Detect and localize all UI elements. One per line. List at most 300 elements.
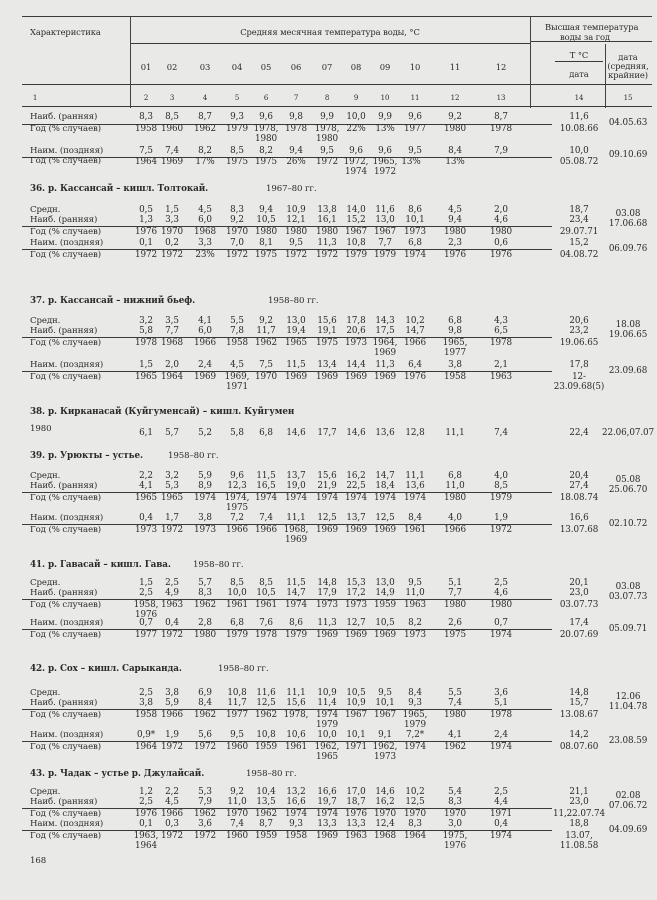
- value-cell: 1964: [404, 831, 426, 841]
- section-title: 37. р. Кассансай – нижний бьеф.: [30, 296, 196, 306]
- month-header-07: 07: [321, 62, 333, 72]
- value-cell: 1969: [316, 525, 338, 535]
- value-cell: 22,4: [569, 428, 589, 438]
- value-cell: 14,3: [375, 316, 395, 326]
- row-label: Наиб. (ранняя): [30, 326, 98, 336]
- date-cell: 12.06: [615, 692, 641, 702]
- value-cell: 1973: [316, 600, 338, 610]
- section-years: 1958–80 гг.: [268, 296, 319, 306]
- row-label: Средн.: [30, 316, 61, 326]
- date-cell: 12-: [572, 372, 586, 382]
- value-cell: 1967: [374, 710, 396, 720]
- date-cell: 19.06.65: [559, 338, 599, 348]
- value-cell: 7,5: [259, 360, 273, 370]
- value-cell: 18,8: [569, 819, 589, 829]
- value-cell: 3,8: [139, 698, 153, 708]
- row-label: Год (% случаев): [30, 630, 102, 640]
- row-label: Средн.: [30, 688, 61, 698]
- value-cell: 3,3: [198, 238, 212, 248]
- value-cell: 1972: [226, 250, 248, 260]
- value-cell: 4,1: [448, 730, 462, 740]
- value-cell: 10,5: [256, 215, 276, 225]
- value-cell: 14,6: [286, 428, 306, 438]
- value-cell: 10,0: [227, 588, 247, 598]
- value-cell: 16,5: [256, 481, 276, 491]
- value-cell: 9,5: [408, 578, 422, 588]
- value-cell: 1974: [285, 600, 307, 610]
- value-cell: 8,5: [230, 578, 244, 588]
- row-label: Год (% случаев): [30, 493, 102, 503]
- date-cell: 04.05.63: [608, 118, 648, 128]
- value-cell: 0,7: [494, 618, 508, 628]
- row-label: Наим. (поздняя): [30, 360, 104, 370]
- value-cell: 15,2: [346, 215, 366, 225]
- value-cell: 1974: [490, 742, 512, 752]
- row-label: Наим. (поздняя): [30, 618, 104, 628]
- column-number: 3: [169, 94, 175, 102]
- value-cell: 8,4: [408, 513, 422, 523]
- value-cell: 6,8: [259, 428, 273, 438]
- value-cell: 5,3: [198, 787, 212, 797]
- value-cell: 1968: [374, 831, 396, 841]
- value-cell: 11,3: [317, 238, 337, 248]
- value-cell: 7,4: [165, 146, 179, 156]
- value-cell: 8,7: [198, 112, 212, 122]
- value-cell: 1958: [135, 124, 157, 134]
- header-rule: [22, 84, 652, 85]
- text-cell: 13%: [445, 157, 465, 167]
- value-cell: 2,2: [139, 471, 153, 481]
- value-cell: 6,8: [230, 618, 244, 628]
- month-header-11: 11: [449, 62, 461, 72]
- value-cell: 1,5: [139, 360, 153, 370]
- value-cell: 1978: [135, 338, 157, 348]
- date-cell: 19.06.65: [608, 330, 648, 340]
- value-cell: 0,4: [165, 618, 179, 628]
- value-cell: 1,3: [139, 215, 153, 225]
- value-cell: 7,4: [230, 819, 244, 829]
- month-header-04: 04: [231, 62, 243, 72]
- row-label: Средн.: [30, 787, 61, 797]
- value-cell: 14,7: [375, 471, 395, 481]
- value-cell: 1958: [135, 710, 157, 720]
- value-cell: 7,7: [378, 238, 392, 248]
- value-cell: 1962: [255, 809, 277, 819]
- value-cell: 22,5: [346, 481, 366, 491]
- value-cell: 11,5: [286, 578, 306, 588]
- value-cell: 1962: [194, 710, 216, 720]
- value-cell: 4,0: [494, 471, 508, 481]
- value-cell: 8,7: [259, 819, 273, 829]
- value-cell: 1969: [345, 525, 367, 535]
- row-label: Наим. (поздняя): [30, 730, 104, 740]
- value-cell: 15,3: [346, 578, 366, 588]
- value-cell: 13,8: [317, 205, 337, 215]
- value-cell: 1973: [404, 630, 426, 640]
- value-cell: 11,5: [286, 360, 306, 370]
- value-cell: 8,5: [165, 112, 179, 122]
- value-cell: 21,9: [317, 481, 337, 491]
- date-cell: 11,22.07.74: [552, 809, 606, 819]
- value-cell: 1962: [194, 809, 216, 819]
- row-label: Год (% случаев): [30, 250, 102, 260]
- value-cell: 3,6: [494, 688, 508, 698]
- value-cell: 6,4: [408, 360, 422, 370]
- value-cell: 6,5: [494, 326, 508, 336]
- value-cell: 1968,: [283, 525, 309, 535]
- date-cell: 03.08: [615, 582, 641, 592]
- value-cell: 1973: [194, 525, 216, 535]
- value-cell: 19,4: [286, 326, 306, 336]
- value-cell: 0,2: [165, 238, 179, 248]
- section-years: 1967–80 гг.: [266, 184, 317, 194]
- value-cell: 9,9: [378, 112, 392, 122]
- value-cell: 3,5: [165, 316, 179, 326]
- value-cell: 23%: [195, 250, 215, 260]
- value-cell: 1980: [255, 227, 277, 237]
- value-cell: 1965: [135, 372, 157, 382]
- value-cell: 9,6: [349, 146, 363, 156]
- date-cell: 23.08.59: [608, 736, 648, 746]
- value-cell: 18,7: [569, 205, 589, 215]
- column-number: 14: [574, 94, 584, 102]
- header-rule: [530, 41, 652, 42]
- text-cell: 1969: [161, 157, 183, 167]
- value-cell: 14,4: [346, 360, 366, 370]
- value-cell: 16,6: [286, 797, 306, 807]
- text-cell: 1975: [226, 157, 248, 167]
- date-cell: 18.08.74: [559, 493, 599, 503]
- value-cell: 1970: [404, 809, 426, 819]
- row-label: Наиб. (ранняя): [30, 588, 98, 598]
- value-cell: 10,1: [405, 215, 425, 225]
- row-label: Наим. (поздняя): [30, 513, 104, 523]
- date-cell: 06.09.76: [608, 244, 648, 254]
- value-cell: 1966: [255, 525, 277, 535]
- value-cell: 1963: [490, 372, 512, 382]
- value-cell: 5,7: [198, 578, 212, 588]
- value-cell: 17,0: [346, 787, 366, 797]
- value-cell: 1960: [226, 831, 248, 841]
- row-label: Год (% случаев): [30, 525, 102, 535]
- value-cell: 10,5: [346, 688, 366, 698]
- date-cell: 10.08.66: [559, 124, 599, 134]
- value-cell: 2,0: [165, 360, 179, 370]
- value-cell: 1966: [404, 338, 426, 348]
- value-cell: 1972: [161, 742, 183, 752]
- column-number: 2: [143, 94, 149, 102]
- value-cell: 1971: [490, 809, 512, 819]
- value-cell: 20,4: [569, 471, 589, 481]
- value-cell: 1972: [316, 250, 338, 260]
- value-cell: 23,0: [569, 797, 589, 807]
- row-label: Наиб. (ранняя): [30, 698, 98, 708]
- value-cell: 8,1: [259, 238, 273, 248]
- month-header-05: 05: [260, 62, 272, 72]
- column-number: 4: [202, 94, 208, 102]
- value-cell: 10,5: [375, 618, 395, 628]
- value-cell: 1969: [374, 630, 396, 640]
- value-cell: 7,0: [230, 238, 244, 248]
- value-cell: 1978,: [283, 710, 309, 720]
- value-cell: 7,2*: [406, 730, 424, 740]
- value-cell: 8,3: [139, 112, 153, 122]
- header-mean-temperature: Средняя месячная температура воды, °С: [240, 27, 420, 37]
- value-cell: 1965,: [402, 710, 428, 720]
- section-title: 38. р. Кирканасай (Куйгуменсай) – кишл. Куйгумен: [30, 407, 295, 417]
- value-cell: 20,6: [569, 316, 589, 326]
- date-cell: 08.07.60: [559, 742, 599, 752]
- value-cell: 5,1: [448, 578, 462, 588]
- value-cell: 8,6: [289, 618, 303, 628]
- value-cell: 13,0: [375, 578, 395, 588]
- value-cell: 1969: [345, 630, 367, 640]
- value-cell: 1970: [255, 372, 277, 382]
- value-cell: 6,8: [448, 316, 462, 326]
- value-cell: 1979: [374, 250, 396, 260]
- value-cell: 0,7: [139, 618, 153, 628]
- value-cell: 1974: [404, 742, 426, 752]
- value-cell: 1962,: [372, 742, 398, 752]
- value-cell: 8,5: [494, 481, 508, 491]
- value-cell: 16,2: [346, 471, 366, 481]
- value-cell: 5,8: [139, 326, 153, 336]
- value-cell: 1958: [285, 831, 307, 841]
- value-cell: 2,5: [139, 688, 153, 698]
- row-label: Год (% случаев): [30, 124, 102, 134]
- value-cell: 1974,: [224, 493, 250, 503]
- value-cell: 1974: [404, 250, 426, 260]
- value-cell: 10,2: [405, 316, 425, 326]
- text-cell: 1980: [316, 134, 338, 144]
- value-cell: 8,4: [408, 688, 422, 698]
- value-cell: 1972: [194, 742, 216, 752]
- month-header-08: 08: [350, 62, 362, 72]
- value-cell: 27,4: [569, 481, 589, 491]
- value-cell: 1967: [345, 227, 367, 237]
- value-cell: 0,4: [139, 513, 153, 523]
- value-cell: 14,8: [569, 688, 589, 698]
- column-number: 12: [450, 94, 460, 102]
- value-cell: 13%: [375, 124, 395, 134]
- row-label: Средн.: [30, 578, 61, 588]
- value-cell: 23,4: [569, 215, 589, 225]
- column-number: 9: [353, 94, 359, 102]
- value-cell: 4,3: [494, 316, 508, 326]
- value-cell: 9,3: [230, 112, 244, 122]
- value-cell: 12,5: [405, 797, 425, 807]
- value-cell: 1965: [285, 338, 307, 348]
- date-cell: 03.07.73: [608, 592, 648, 602]
- value-cell: 6,9: [198, 688, 212, 698]
- column-number: 13: [496, 94, 506, 102]
- value-cell: 1973: [135, 525, 157, 535]
- value-cell: 1978: [490, 124, 512, 134]
- value-cell: 2,5: [494, 578, 508, 588]
- date-cell: 09.10.69: [608, 150, 648, 160]
- value-cell: 9,6: [259, 112, 273, 122]
- value-cell: 13,0: [286, 316, 306, 326]
- value-cell: 2,5: [165, 578, 179, 588]
- value-cell: 3,3: [165, 215, 179, 225]
- value-cell: 15,7: [569, 698, 589, 708]
- value-cell: 1978: [490, 338, 512, 348]
- value-cell: 10,8: [256, 730, 276, 740]
- value-cell: 11,5: [256, 471, 276, 481]
- value-cell: 2,1: [494, 360, 508, 370]
- value-cell: 9,3: [289, 819, 303, 829]
- value-cell: 2,0: [494, 205, 508, 215]
- month-header-02: 02: [166, 62, 178, 72]
- column-number: 7: [293, 94, 299, 102]
- value-cell: 1974: [345, 493, 367, 503]
- value-cell: 6,0: [198, 215, 212, 225]
- section-years: 1958–80 гг.: [193, 560, 244, 570]
- value-cell: 3,8: [165, 688, 179, 698]
- value-cell: 9,2: [259, 316, 273, 326]
- value-cell: 2,5: [139, 588, 153, 598]
- text-cell: 1969: [285, 535, 307, 545]
- value-cell: 10,0: [569, 146, 589, 156]
- value-cell: 1980: [444, 710, 466, 720]
- value-cell: 1974: [255, 493, 277, 503]
- value-cell: 5,2: [198, 428, 212, 438]
- value-cell: 1974: [490, 630, 512, 640]
- row-label: Год (% случаев): [30, 600, 102, 610]
- row-label: Наим. (поздняя): [30, 819, 104, 829]
- value-cell: 10,0: [317, 730, 337, 740]
- value-cell: 4,0: [448, 513, 462, 523]
- row-label: 1980: [30, 424, 52, 434]
- value-cell: 5,9: [165, 698, 179, 708]
- value-cell: 23,2: [569, 326, 589, 336]
- date-cell: 17.06.68: [608, 219, 648, 229]
- value-cell: 11,6: [375, 205, 395, 215]
- value-cell: 9,6: [378, 146, 392, 156]
- value-cell: 17,4: [569, 618, 589, 628]
- value-cell: 1972: [490, 525, 512, 535]
- value-cell: 1962: [444, 742, 466, 752]
- date-cell: 29.07.71: [559, 227, 599, 237]
- value-cell: 11,3: [375, 360, 395, 370]
- value-cell: 0,6: [494, 238, 508, 248]
- text-cell: 1964: [135, 157, 157, 167]
- value-cell: 1970: [161, 227, 183, 237]
- value-cell: 1975: [316, 338, 338, 348]
- value-cell: 1976: [404, 372, 426, 382]
- value-cell: 10,2: [405, 787, 425, 797]
- column-number: 10: [380, 94, 390, 102]
- value-cell: 19,0: [286, 481, 306, 491]
- value-cell: 8,3: [230, 205, 244, 215]
- value-cell: 13,3: [346, 819, 366, 829]
- row-label: Год (% случаев): [30, 227, 102, 237]
- value-cell: 5,9: [198, 471, 212, 481]
- value-cell: 1980: [285, 227, 307, 237]
- text-cell: 1976: [444, 841, 466, 851]
- value-cell: 7,4: [448, 698, 462, 708]
- value-cell: 1964,: [372, 338, 398, 348]
- value-cell: 1,9: [165, 730, 179, 740]
- header-max-temperature: Высшая температура: [545, 22, 639, 32]
- text-cell: 1964: [135, 841, 157, 851]
- value-cell: 1964: [135, 742, 157, 752]
- value-cell: 1961: [226, 600, 248, 610]
- value-cell: 5,5: [230, 316, 244, 326]
- month-header-06: 06: [290, 62, 302, 72]
- value-cell: 3,8: [198, 513, 212, 523]
- value-cell: 1958,: [133, 600, 159, 610]
- value-cell: 11,6: [569, 112, 589, 122]
- text-cell: 1973: [374, 752, 396, 762]
- value-cell: 1,7: [165, 513, 179, 523]
- value-cell: 8,2: [198, 146, 212, 156]
- value-cell: 1959: [255, 742, 277, 752]
- value-cell: 4,5: [448, 205, 462, 215]
- value-cell: 5,8: [230, 428, 244, 438]
- value-cell: 16,1: [317, 215, 337, 225]
- date-cell: 05.08.72: [559, 157, 599, 167]
- value-cell: 2,4: [494, 730, 508, 740]
- value-cell: 9,2: [230, 215, 244, 225]
- text-cell: 1980: [255, 134, 277, 144]
- value-cell: 0,1: [139, 819, 153, 829]
- value-cell: 4,5: [230, 360, 244, 370]
- value-cell: 13,3: [317, 819, 337, 829]
- value-cell: 7,8: [230, 326, 244, 336]
- value-cell: 18,7: [346, 797, 366, 807]
- value-cell: 15,6: [317, 471, 337, 481]
- value-cell: 11,1: [405, 471, 425, 481]
- value-cell: 9,5: [408, 146, 422, 156]
- value-cell: 21,1: [569, 787, 589, 797]
- value-cell: 10,8: [346, 238, 366, 248]
- value-cell: 1960: [161, 124, 183, 134]
- value-cell: 1968: [161, 338, 183, 348]
- value-cell: 6,0: [198, 326, 212, 336]
- value-cell: 7,4: [494, 428, 508, 438]
- value-cell: 8,6: [408, 205, 422, 215]
- row-label: Наим. (поздняя): [30, 146, 104, 156]
- section-title: 36. р. Кассансай – кишл. Толтокай.: [30, 184, 209, 194]
- value-cell: 4,5: [198, 205, 212, 215]
- text-cell: 1969: [374, 348, 396, 358]
- value-cell: 9,5: [320, 146, 334, 156]
- text-cell: 1972: [374, 167, 396, 177]
- value-cell: 9,2: [448, 112, 462, 122]
- header-date-ext-3: крайние): [608, 70, 648, 80]
- row-label: Год (% случаев): [30, 710, 102, 720]
- value-cell: 1961: [285, 742, 307, 752]
- value-cell: 1974: [374, 493, 396, 503]
- value-cell: 1971: [345, 742, 367, 752]
- value-cell: 9,6: [408, 112, 422, 122]
- value-cell: 15,6: [317, 316, 337, 326]
- value-cell: 14,9: [375, 588, 395, 598]
- value-cell: 7,7: [165, 326, 179, 336]
- value-cell: 11,1: [286, 688, 306, 698]
- value-cell: 1976: [345, 809, 367, 819]
- date-cell: 25.06.70: [608, 485, 648, 495]
- text-cell: 1965,: [372, 157, 398, 167]
- value-cell: 1980: [444, 124, 466, 134]
- value-cell: 1978: [490, 710, 512, 720]
- value-cell: 1980: [444, 227, 466, 237]
- value-cell: 13,4: [317, 360, 337, 370]
- row-label: Год (% случаев): [30, 156, 102, 166]
- section-years: 1958–80 гг.: [246, 769, 297, 779]
- column-number: 5: [234, 94, 240, 102]
